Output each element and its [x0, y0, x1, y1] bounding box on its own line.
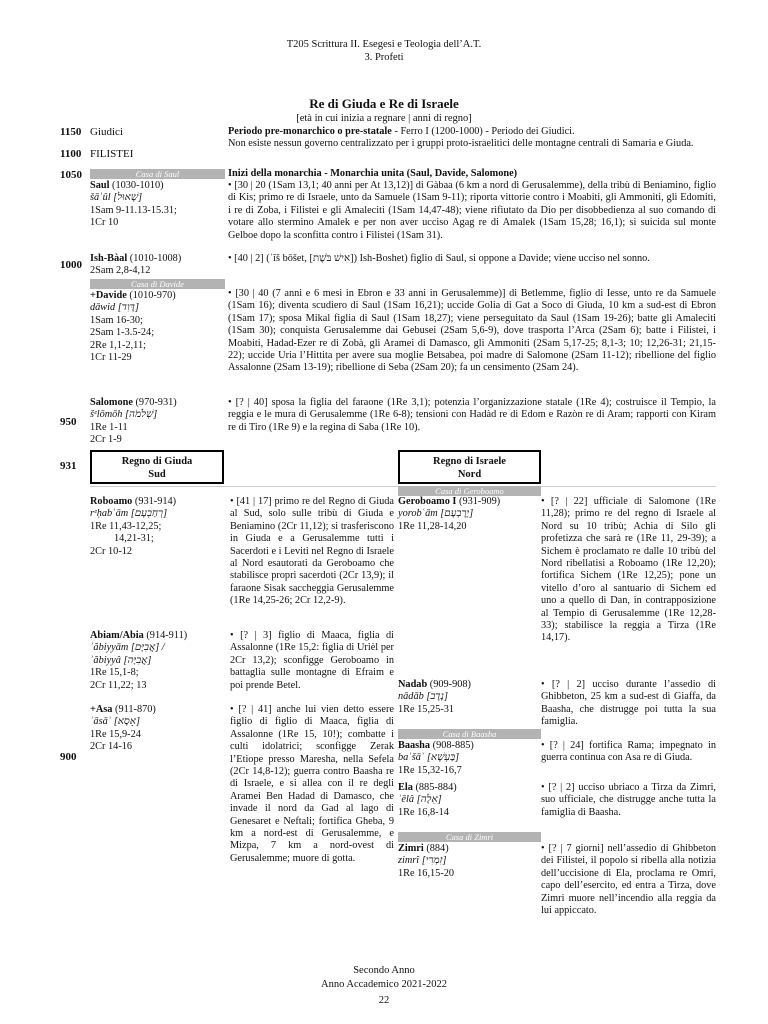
course-title: T205 Scrittura II. Esegesi e Teologia dell’A.T. [286, 39, 482, 50]
king-ref: 2Cr 14-16 [90, 741, 133, 753]
king-hebrew: ʾēlâ [אֵלָה] [398, 794, 442, 806]
baasha-description: • [? | 24] fortifica Rama; impegnato in guerra continua con Asa re di Giuda. [541, 740, 716, 764]
king-ref: 1Re 15,9-24 [90, 728, 141, 740]
king-ref: 1Re 16,15-20 [398, 867, 455, 879]
zimri-description: • [? | 7 giorni] nell’assedio di Ghibbeton dei Filistei, il popolo si ribella alla notizia dell’uccisione di Ela, proclama re Omri, capo dell’esercito, ed entra a Tirza, dove Zimri muore nell’incendio alla reggia da lui appiccato. [541, 843, 716, 917]
king-ref: 1Cr 11-29 [90, 352, 132, 364]
king-hebrew: zimrî [זִמְרִי] [398, 855, 447, 867]
king-dates: (1010-970) [126, 290, 176, 301]
abiam-description: • [? | 3] figlio di Maaca, figlia di Assalonne (1Re 15,2: figlia di Urièl per 2Cr 13,2); sconfigge Geroboamo in battaglia sulle montagne di Efraim e poi prende Betel. [230, 630, 394, 691]
king-ish-baal [90, 253, 225, 278]
asa-description: • [? | 41] anche lui vien detto essere figlio di figlio di Maaca, figlia di Assalonne (1Re 15, 10!); combatte i culti idolatrici; sconfigge Zerak l’Etiope presso Maresha, nella Sefela (2Cr 14,8-12); guerra contro Baasha re di Israele, e si allea con il re degli Aramei Ben Hadad di Damasco, che invade il nord da Gad al lago di Genesaret e Neftali; fortifica Gheba, 9 km a nord-est di Gerusalemme, e Mizpa, 7 km a nord-ovest di Gerusalemme; muore di gotta. [230, 704, 394, 864]
king-name: Roboamo [90, 496, 133, 507]
king-dates: (908-885) [430, 740, 474, 751]
united-monarchy-heading: Inizi della monarchia - Monarchia unita (Saul, Davide, Salomone) [228, 168, 518, 179]
king-davide [90, 290, 225, 364]
house-saul-label: Casa di Saul [90, 169, 225, 179]
footer-academic-year: Anno Accademico 2021-2022 [321, 979, 447, 990]
king-ref: 1Re 11,28-14,20 [398, 520, 467, 532]
box-regno-israele-sub: Nord [457, 469, 482, 480]
pre-monarchy-heading-rest: - Ferro I (1200-1000) - Periodo dei Giudici. [391, 126, 575, 137]
king-ref: 2Cr 10-12 [90, 545, 133, 557]
king-dates: (970-931) [132, 397, 177, 408]
king-name: Zimri [398, 843, 424, 854]
king-geroboamo [398, 496, 541, 533]
section-title: 3. Profeti [364, 52, 404, 63]
page-title-sub: [età in cui inizia a regnare | anni di regno] [296, 113, 472, 124]
year-950: 950 [60, 416, 77, 428]
year-931: 931 [60, 460, 77, 472]
king-name: Ela [398, 782, 413, 793]
king-ela [398, 782, 541, 819]
king-name: Geroboamo I [398, 496, 457, 507]
king-ref: 2Cr 11,22; 13 [90, 679, 147, 691]
king-name: Salomone [90, 397, 133, 408]
king-dates: (909-908) [427, 679, 471, 690]
king-dates: (1010-1008) [127, 253, 182, 264]
king-ref: 1Cr 10 [90, 217, 119, 229]
house-davide-label: Casa di Davide [90, 279, 225, 289]
king-ref: 1Re 11,43-12,25; [90, 520, 162, 532]
roboamo-description: • [41 | 17] primo re del Regno di Giuda al Sud, solo sulle tribù di Giuda e Beniamino (2Cr 11,12); si trasferiscono in Giuda e a Gerusalemme tutti i Sacerdoti e i Leviti nel Regno di Israele al Nord esautorati da Geroboamo che stabilisce propri sacerdoti (2Cr 13,9); il faraone Sisak saccheggia Gerusalemme (1Re 14,25-26; 2Cr 12,2-9). [230, 496, 394, 607]
box-regno-giuda-title: Regno di Giuda [121, 456, 193, 467]
king-abiam [90, 630, 230, 692]
king-hebrew: yorobʿām [יָרָבְעָם] [398, 508, 474, 520]
king-ref: 1Re 15,25-31 [398, 703, 455, 715]
king-baasha [398, 740, 541, 777]
ela-description: • [? | 2] ucciso ubriaco a Tirza da Zimri, suo ufficiale, che distrugge anche tutta la famiglia di Baasha. [541, 782, 716, 818]
year-1150: 1150 [60, 126, 82, 138]
king-hebrew: rᵉḥabʿām [רְחַבְעָם] [90, 508, 168, 520]
box-regno-giuda-sub: Sud [148, 469, 166, 480]
davide-description: • [30 | 40 (7 anni e 6 mesi in Ebron e 33 anni in Gerusalemme)] di Betlemme, figlio di Iesse, unto re da Samuele (1Sam 16); diventa scudiero di Saul (1Sam 16,21); uccide Golia di Gat a Soco di Giuda, 10 km a sud-est di Ebron (1Sam 17); sposa Mikal figlia di Saul (1Sam 18,27); viene perseguitato da Saul (1Sam 19-26); batte gli Amaleciti (1Sam 30); conquista Gerusalemme dai Gebusei (2Sam 5,6-9), dove trasporta l’Arca (2Sam 6); batte i Filistei, i Moabiti, Hadad-Ezer re di Zobà, gli Aramei di Damasco, gli Ammoniti (2Sam 5,17-25; 8,1-3; 10; 12,26-31; 21,15-22); uccide Uria l’Hittita per avere sua moglie Betsabea, poi madre di Salomone (2Sam 11-12); ribellione del figlio Assalonne (2Sam 13-19); ribellione di Seba (2Sam 20); fa un censimento (2Sam 24). [228, 288, 716, 374]
king-dates: (931-914) [132, 496, 177, 507]
king-dates: (914-911) [143, 630, 188, 641]
page-title [0, 96, 768, 125]
king-dates: (885-884) [412, 782, 457, 793]
king-dates: (1030-1010) [109, 180, 164, 191]
era-giudici: Giudici [90, 126, 123, 138]
king-name: +Davide [90, 290, 127, 301]
pre-monarchy-text [228, 126, 716, 151]
page-number: 22 [378, 995, 390, 1006]
king-ref: 2Re 1,1-2,11; [90, 339, 146, 351]
king-salomone [90, 397, 225, 447]
king-ref: 1Sam 16-30; [90, 314, 143, 326]
king-dates: (911-870) [112, 704, 156, 715]
king-asa [90, 704, 230, 754]
king-roboamo [90, 496, 230, 558]
king-hebrew: ʾăbiyyām [אֲבִיָּם] / [90, 642, 165, 654]
king-name: +Asa [90, 704, 113, 715]
pre-monarchy-heading: Periodo pre-monarchico o pre-statale [228, 126, 392, 137]
year-1100: 1100 [60, 148, 82, 160]
king-ref: 2Cr 1-9 [90, 434, 122, 446]
king-dates: (931-909) [456, 496, 501, 507]
box-regno-giuda [90, 450, 224, 484]
king-name: Abiam/Abia [90, 630, 144, 641]
king-ref: 1Re 15,32-16,7 [398, 764, 462, 776]
box-regno-israele-title: Regno di Israele [433, 456, 506, 467]
geroboamo-description: • [? | 22] ufficiale di Salomone (1Re 11,28); primo re del regno di Israele al Nord su 10 tribù; Achia di Silo gli profetizza che sarà re (1Re 11, 29-39); a Sichem è proclamato re dalle 10 tribù del Nord ribellatisi a Roboamo (1Re 12,20); fortifica Sichem (1Re 12,25); pone un vitello d’oro al santuario di Sichem ed uno a quello di Dan, in contrapposizione al Tempio di Gerusalemme (1Re 12,28-33); stabilisce la reggia a Tirza (1Re 14,17). [541, 496, 716, 644]
king-hebrew: ʾāsāʾ [אָסָא] [90, 716, 140, 728]
year-1050: 1050 [60, 169, 82, 181]
king-hebrew: šᵉlōmōh [שְׁלֹמֹה] [90, 409, 158, 421]
king-name: Saul [90, 180, 110, 191]
box-regno-israele [398, 450, 541, 484]
footer-year: Secondo Anno [353, 965, 415, 976]
nadab-description: • [? | 2] ucciso durante l’assedio di Ghibbeton, 25 km a sud-est di Giaffa, da Baasha, che distrugge poi tutta la sua famiglia. [541, 679, 716, 728]
king-hebrew: baʿšāʾ [בַּעְשָׁא] [398, 752, 460, 764]
king-hebrew: dāwid [דָּוִד] [90, 302, 140, 314]
saul-description: • [30 | 20 (1Sam 13,1; 40 anni per At 13,12)] di Gàbaa (6 km a nord di Gerusalemme), della tribù di Beniamino, figlio di Kis; primo re di Israele, unto da Samuele (1Sam 9-11); riporta vittorie contro i Moabiti, gli Ammoniti, gli Edomiti, i re di Zoba, i Filistei e gli Amaleciti (1Sam 14,47-48); viene rifiutato da Dio per disobbedienza al suo comando di votare allo stermino Amalek e per non aver ucciso Agag re di Amalek (1Sam 15,28; 16,1); si suicida sul monte Gelboe dopo la sconfitta contro i Filistei (1Sam 31). [228, 180, 716, 241]
king-ref: 2Sam 1-3.5-24; [90, 327, 155, 339]
king-ref: 1Re 16,8-14 [398, 806, 449, 818]
king-ref: 1Re 15,1-8; [90, 667, 139, 679]
king-zimri [398, 843, 541, 880]
king-hebrew-alt: ʾăbiyyâ [אֲבִיָּה] [90, 654, 152, 666]
house-zimri-label: Casa di Zimri [398, 832, 541, 842]
king-ref: 1Sam 9-11.13-15.31; [90, 204, 177, 216]
page-title-main: Re di Giuda e Re di Israele [309, 96, 459, 111]
king-dates: (884) [423, 843, 449, 854]
era-filistei: FILISTEI [90, 148, 134, 160]
year-1000: 1000 [60, 259, 82, 271]
king-nadab [398, 679, 541, 716]
house-baasha-label: Casa di Baasha [398, 729, 541, 739]
king-name: Ish-Bàal [90, 253, 128, 264]
king-name: Baasha [398, 740, 431, 751]
ish-baal-description: • [40 | 2] (ʾîš bōšet, [אִישׁ בֹּשֶׁת]) Ish-Boshet) figlio di Saul, si oppone a Davide; viene ucciso nel sonno. [228, 253, 650, 264]
pre-monarchy-description: Non esiste nessun governo centralizzato per i gruppi proto-israelitici delle montagne centrali di Samaria e Giuda. [228, 138, 694, 150]
house-geroboamo-label: Casa di Geroboamo [398, 486, 541, 496]
king-hebrew: nādāb [נָדָב] [398, 691, 448, 703]
salomone-description: • [? | 40] sposa la figlia del faraone (1Re 3,1); potenzia l’organizzazione statale (1Re 4); costruisce il Tempio, la reggia e le mura di Gerusalemme (1Re 6-8); tensioni con Hadàd re di Edom e Razòn re di Aram; rapporti con Kiram re di Tiro (1Re 9) e la regina di Saba (1Re 10). [228, 397, 716, 433]
king-ref: 1Re 1-11 [90, 421, 128, 433]
king-ref: 14,21-31; [114, 533, 154, 545]
year-900: 900 [60, 751, 77, 763]
king-name: Nadab [398, 679, 428, 690]
king-hebrew: šāʾûl [שָׁאוּל] [90, 192, 143, 204]
king-saul [90, 180, 225, 230]
king-ref: 2Sam 2,8-4,12 [90, 265, 151, 277]
